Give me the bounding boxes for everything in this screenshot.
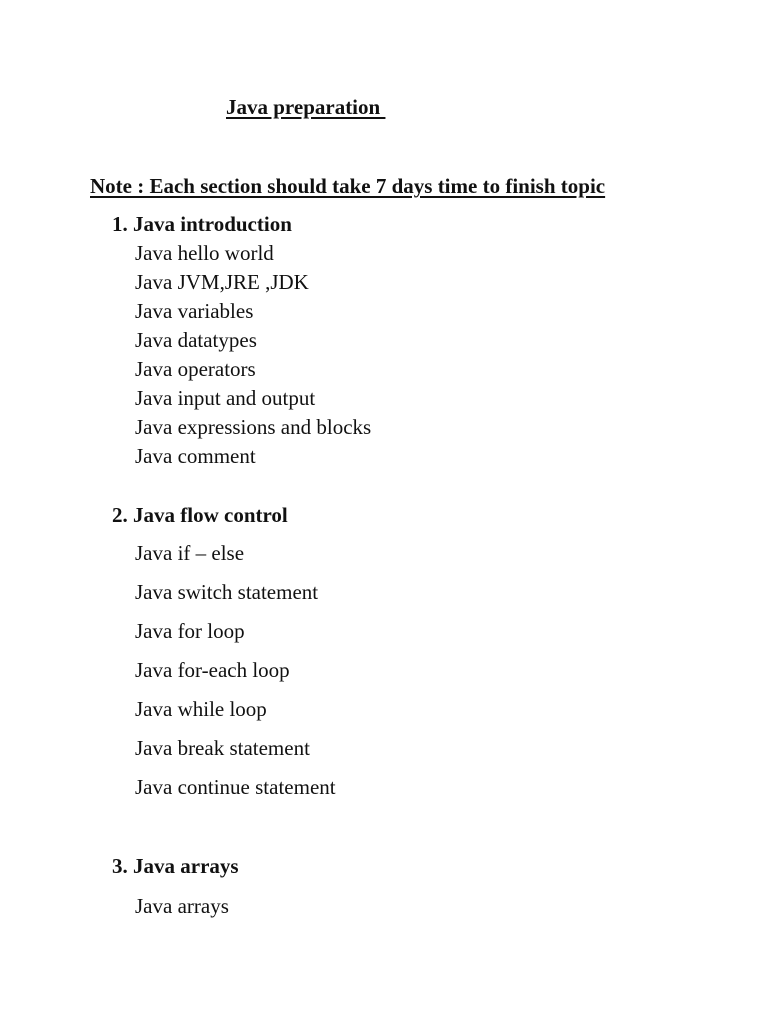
topic-item: Java comment	[135, 444, 256, 468]
document-note: Note : Each section should take 7 days time to finish topic	[90, 174, 606, 198]
topic-item: Java arrays	[135, 894, 229, 918]
topic-item: Java operators	[135, 357, 256, 381]
topic-item: Java continue statement	[135, 775, 336, 799]
topic-item: Java JVM,JRE ,JDK	[135, 270, 309, 294]
section-heading-arrays: 3. Java arrays	[112, 854, 239, 878]
topic-item: Java while loop	[135, 697, 267, 721]
topic-item: Java for loop	[135, 619, 245, 643]
topic-item: Java break statement	[135, 736, 310, 760]
topic-item: Java if – else	[135, 541, 245, 565]
topic-item: Java expressions and blocks	[135, 415, 372, 439]
topic-item: Java hello world	[135, 241, 274, 265]
topic-item: Java switch statement	[135, 580, 319, 604]
document-title: Java preparation	[226, 95, 386, 119]
topic-item: Java input and output	[135, 386, 316, 410]
topic-item: Java datatypes	[135, 328, 257, 352]
topic-item: Java for-each loop	[135, 658, 290, 682]
section-heading-flow-control: 2. Java flow control	[112, 503, 288, 527]
section-heading-introduction: 1. Java introduction	[112, 212, 292, 236]
topic-item: Java variables	[135, 299, 254, 323]
